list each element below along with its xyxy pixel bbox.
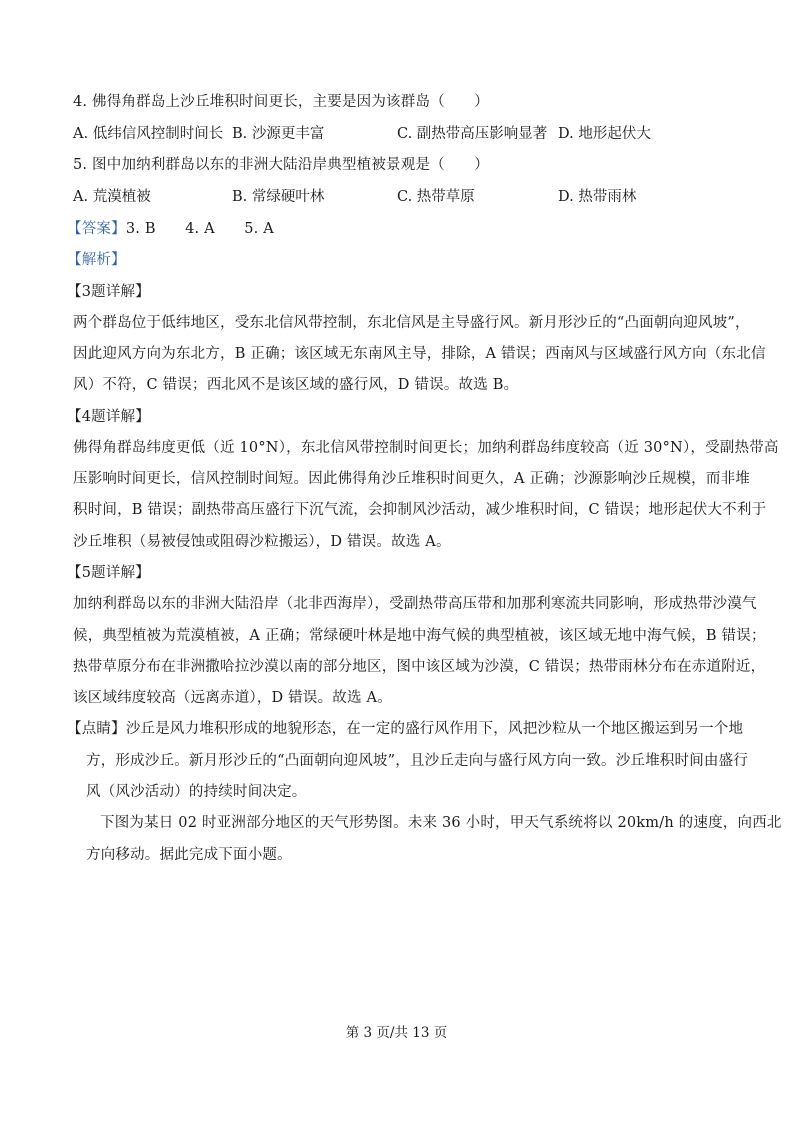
- detail-3-line: 风）不符，C 错误；西北风不是该区域的盛行风，D 错误。故选 B。: [73, 377, 519, 393]
- intro-line: 方向移动。据此完成下面小题。: [86, 847, 292, 863]
- question-5-option-a: A. 荒漠植被: [73, 189, 151, 205]
- detail-5-line: 加纳利群岛以东的非洲大陆沿岸（北非西海岸），受副热带高压带和加那利寒流共同影响，形成热带沙漠气: [73, 596, 757, 612]
- detail-4-line: 积时间，B 错误；副热带高压盛行下沉气流，会抑制风沙活动，减少堆积时间，C 错误；地形起伏大不利于: [73, 502, 767, 518]
- question-5-option-b: B. 常绿硬叶林: [232, 189, 325, 205]
- tip-row: [67, 719, 743, 739]
- analysis-label: 【解析】: [67, 252, 126, 268]
- question-4-option-d: D. 地形起伏大: [558, 126, 651, 142]
- tip-line: 沙丘是风力堆积形成的地貌形态，在一定的盛行风作用下，风把沙粒从一个地区搬运到另一个地: [125, 721, 744, 737]
- detail-5-line: 热带草原分布在非洲撒哈拉沙漠以南的部分地区，图中该区域为沙漠，C 错误；热带雨林分布在赤道附近，: [73, 659, 766, 675]
- question-4-option-a: A. 低纬信风控制时间长: [73, 126, 224, 142]
- answer-text: 3. B 4. A 5. A: [125, 221, 274, 237]
- answer-row: [67, 219, 274, 239]
- tip-label: 【点睛】: [67, 721, 126, 737]
- question-4-option-b: B. 沙源更丰富: [232, 126, 325, 142]
- question-4-stem: 4. 佛得角群岛上沙丘堆积时间更长，主要是因为该群岛（ ）: [73, 94, 489, 110]
- question-5-option-d: D. 热带雨林: [558, 189, 637, 205]
- tip-line: 风（风沙活动）的持续时间决定。: [86, 784, 307, 800]
- detail-4-title: 【4题详解】: [67, 409, 150, 425]
- detail-5-line: 该区域纬度较高（远离赤道），D 错误。故选 A。: [73, 690, 392, 706]
- detail-3-line: 两个群岛位于低纬地区，受东北信风带控制，东北信风是主导盛行风。新月形沙丘的“凸面朝向迎风坡”，: [73, 315, 750, 331]
- page-number: 第 3 页/共 13 页: [345, 1025, 448, 1041]
- question-5-stem: 5. 图中加纳利群岛以东的非洲大陆沿岸典型植被景观是（ ）: [73, 157, 489, 173]
- detail-5-title: 【5题详解】: [67, 565, 150, 581]
- detail-5-line: 候，典型植被为荒漠植被，A 正确；常绿硬叶林是地中海气候的典型植被，该区域无地中海气候，B 错误；: [73, 628, 766, 644]
- question-5-option-c: C. 热带草原: [397, 189, 475, 205]
- detail-4-line: 佛得角群岛纬度更低（近 10°N），东北信风带控制时间更长；加纳利群岛纬度较高（近 30°N），受副热带高: [73, 440, 779, 456]
- detail-3-title: 【3题详解】: [67, 284, 150, 300]
- tip-line: 方，形成沙丘。新月形沙丘的“凸面朝向迎风坡”，且沙丘走向与盛行风方向一致。沙丘堆积时间由盛行: [86, 753, 749, 769]
- intro-line: 下图为某日 02 时亚洲部分地区的天气形势图。未来 36 小时，甲天气系统将以 20km/h 的速度，向西北: [100, 815, 782, 831]
- detail-3-line: 因此迎风方向为东北方，B 正确；该区域无东南风主导，排除，A 错误；西南风与区域盛行风方向（东北信: [73, 346, 766, 362]
- answer-label: 【答案】: [67, 221, 126, 237]
- detail-4-line: 沙丘堆积（易被侵蚀或阻碍沙粒搬运），D 错误。故选 A。: [73, 534, 451, 550]
- question-4-option-c: C. 副热带高压影响显著: [397, 126, 548, 142]
- detail-4-line: 压影响时间更长，信风控制时间短。因此佛得角沙丘堆积时间更久，A 正确；沙源影响沙丘规模，而非堆: [73, 471, 750, 487]
